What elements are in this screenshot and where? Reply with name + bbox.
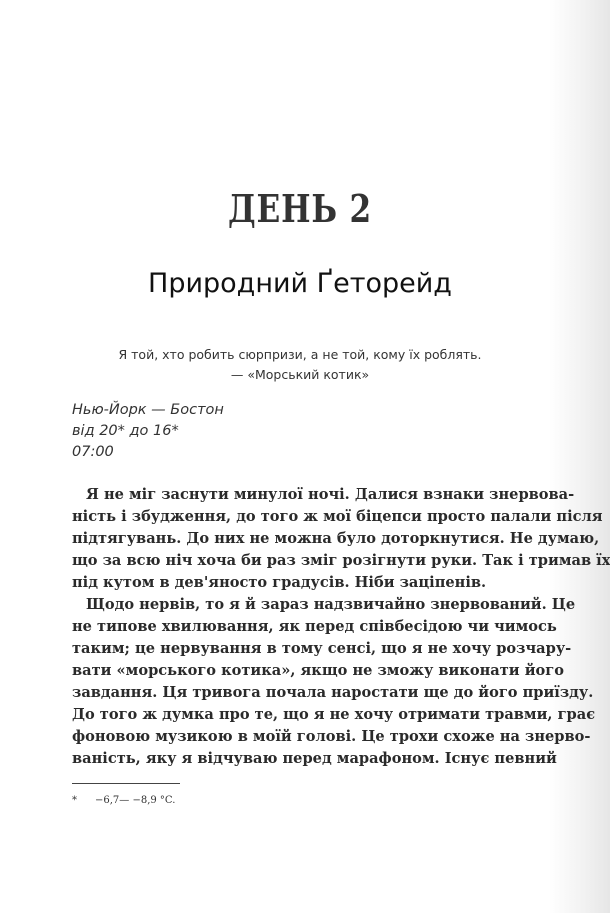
body-line: під кутом в дев'яносто градусів. Ніби заціпенів. xyxy=(72,574,487,591)
body-line: таким; це нервування в тому сенсі, що я не хочу розчару- xyxy=(72,640,572,657)
temperature-line: від 20* до 16* xyxy=(72,423,179,439)
body-text xyxy=(72,484,610,770)
body-line: Щодо нервів, то я й зараз надзвичайно знервований. Це xyxy=(86,596,576,613)
epigraph-quote: Я той, хто робить сюрпризи, а не той, кому їх роблять. xyxy=(118,347,482,362)
route-line: Нью-Йорк — Бостон xyxy=(72,402,224,418)
body-line: не типове хвилювання, як перед співбесідою чи чимось xyxy=(72,618,557,635)
body-line: вати «морського котика», якщо не зможу виконати його xyxy=(72,662,564,679)
body-line: що за всю ніч хоча би раз зміг розігнути руки. Так і тримав їх xyxy=(72,552,610,569)
footnote xyxy=(72,795,193,806)
footnote-text: −6,7— −8,9 °C. xyxy=(95,795,176,806)
body-line: завдання. Ця тривога почала наростати ще до його приїзду. xyxy=(72,684,594,701)
footnote-divider xyxy=(72,783,180,784)
body-line: підтягувань. До них не можна було доторкнутися. Не думаю, xyxy=(72,530,600,547)
body-line: До того ж думка про те, що я не хочу отримати травми, грає xyxy=(72,706,596,723)
body-line: ваність, яку я відчуваю перед марафоном. Існує певний xyxy=(72,750,557,767)
body-line: фоновою музикою в моїй голові. Це трохи схоже на знерво- xyxy=(72,728,591,745)
chapter-subtitle: Природний Ґеторейд xyxy=(148,268,452,299)
epigraph-attribution: — «Морський котик» xyxy=(230,367,370,382)
chapter-title: ДЕНЬ 2 xyxy=(227,186,373,231)
footnote-marker: * xyxy=(72,795,77,806)
time-line: 07:00 xyxy=(72,444,114,460)
body-line: Я не міг заснути минулої ночі. Далися взнаки знервова- xyxy=(86,486,575,503)
body-line: ність і збудження, до того ж мої біцепси просто палали після xyxy=(72,508,603,525)
